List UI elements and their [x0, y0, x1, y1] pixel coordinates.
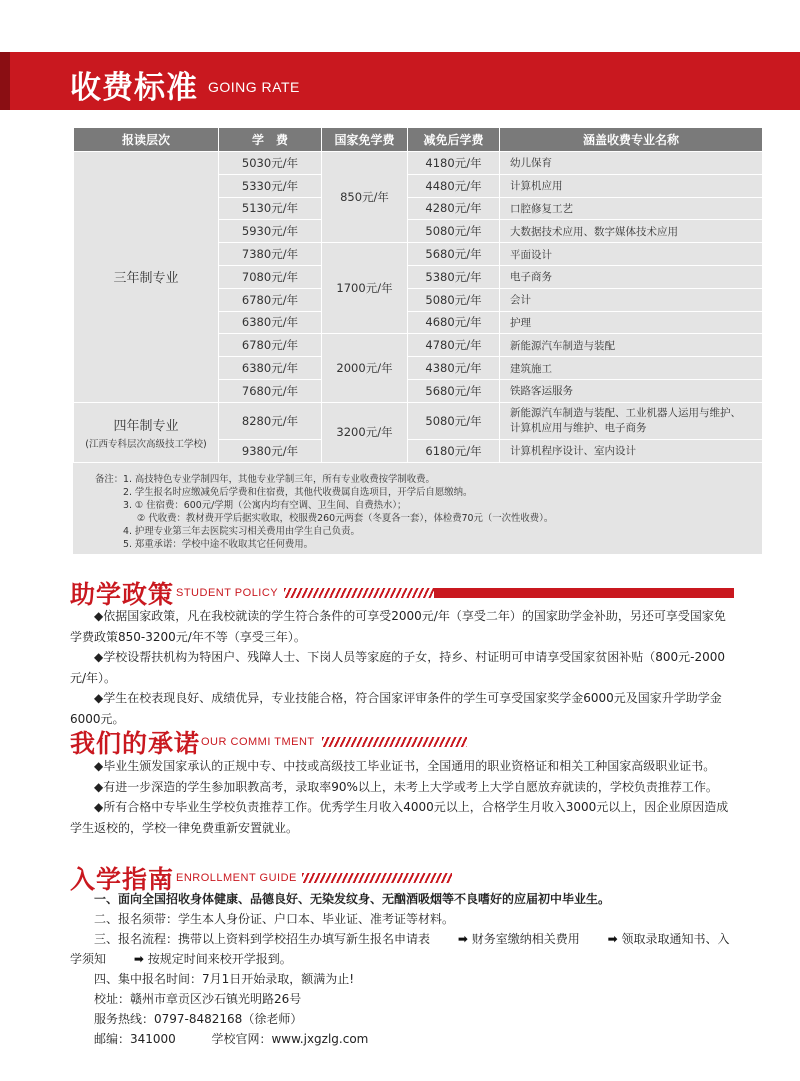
note-item: 4. 护理专业第三年去医院实习相关费用由学生自己负责。: [123, 526, 360, 537]
tuition-cell: 6380元/年: [219, 357, 322, 380]
major-cell: 新能源汽车制造与装配: [500, 334, 763, 357]
major-cell: 会计: [500, 288, 763, 311]
major-cell: 计算机应用: [500, 174, 763, 197]
after-waiver-cell: 4280元/年: [408, 197, 500, 220]
tuition-cell: 6780元/年: [219, 288, 322, 311]
tuition-cell: 7380元/年: [219, 243, 322, 266]
after-waiver-cell: 4680元/年: [408, 311, 500, 334]
major-cell: 计算机程序设计、室内设计: [500, 439, 763, 462]
guide-title: 入学指南: [70, 865, 175, 894]
decor-hatch: [322, 737, 467, 747]
commitment-section-header: [70, 724, 735, 758]
policy-paragraph: ◆学生在校表现良好、成绩优异，专业技能合格，符合国家评审条件的学生可享受国家奖学金6000元及国家升学助学金6000元。: [70, 691, 722, 726]
decor-hatch: [302, 873, 452, 883]
guide-item-2: 二、报名须带：学生本人身份证、户口本、毕业证、准考证等材料。: [94, 912, 455, 926]
column-header: 涵盖收费专业名称: [500, 128, 763, 152]
guide-subtitle: ENROLLMENT GUIDE: [176, 872, 297, 884]
level-four-year-note: (江西专科层次高级技工学校): [85, 438, 207, 450]
guide-item-1: 一、面向全国招收身体健康、品德良好、无染发纹身、无酗酒吸烟等不良嗜好的应届初中毕业生。: [94, 892, 611, 906]
arrow-right-icon: ➡: [457, 932, 468, 946]
major-line: 计算机应用与维护、电子商务: [510, 421, 647, 434]
tuition-cell: 5030元/年: [219, 152, 322, 175]
tuition-cell: 7080元/年: [219, 265, 322, 288]
tuition-cell: 5130元/年: [219, 197, 322, 220]
note-item: 1. 高技特色专业学制四年，其他专业学制三年，所有专业收费按学制收费。: [123, 474, 435, 485]
note-item: 3. ① 住宿费：600元/学期（公寓内均有空调、卫生间、自费热水）；: [123, 500, 407, 511]
tuition-cell: 6780元/年: [219, 334, 322, 357]
tuition-cell: 5330元/年: [219, 174, 322, 197]
after-waiver-cell: 4480元/年: [408, 174, 500, 197]
after-waiver-cell: 5380元/年: [408, 265, 500, 288]
major-cell: 铁路客运服务: [500, 379, 763, 402]
fee-table-panel: [73, 127, 762, 554]
after-waiver-cell: 5680元/年: [408, 243, 500, 266]
commitment-paragraph: ◆有进一步深造的学生参加职教高考，录取率90%以上，未考上大学或考上大学自愿放弃就读的，学校负责推荐工作。: [94, 779, 718, 794]
school-address: 校址：赣州市章贡区沙石镇光明路26号: [94, 992, 302, 1006]
waiver-cell: 850元/年: [322, 152, 408, 243]
major-cell: 口腔修复工艺: [500, 197, 763, 220]
postcode: 邮编：341000: [94, 1032, 176, 1046]
after-waiver-cell: 6180元/年: [408, 439, 500, 462]
school-website: 学校官网：www.jxgzlg.com: [211, 1032, 369, 1046]
commitment-paragraph: ◆毕业生颁发国家承认的正规中专、中技或高级技工毕业证书，全国通用的职业资格证和相关工种国家高级职业证书。: [94, 759, 716, 773]
policy-body: [70, 606, 735, 729]
waiver-cell: 2000元/年: [322, 334, 408, 402]
page-subtitle: GOING RATE: [208, 79, 300, 95]
note-item: ② 代收费：教材费开学后据实收取，校服费260元两套（冬夏各一套），体检费70元（一次性收费）。: [137, 513, 554, 524]
service-hotline: 服务热线：0797-8482168（徐老师）: [94, 1012, 303, 1026]
contact-line: [70, 1029, 735, 1049]
guide-step: 三、报名流程：携带以上资料到学校招生办填写新生报名申请表: [94, 932, 431, 946]
tuition-cell: 9380元/年: [219, 439, 322, 462]
column-header: 学 费: [219, 128, 322, 152]
tuition-cell: 7680元/年: [219, 379, 322, 402]
commitment-body: [70, 756, 735, 838]
notes-label: 备注：: [95, 474, 124, 485]
note-item: 5. 郑重承诺：学校中途不收取其它任何费用。: [123, 539, 314, 550]
policy-subtitle: STUDENT POLICY: [176, 587, 279, 599]
policy-title: 助学政策: [70, 580, 175, 609]
guide-step: 财务室缴纳相关费用: [471, 932, 580, 946]
guide-step: 领取录取通知书、入学须知: [70, 932, 730, 966]
column-header: 报读层次: [74, 128, 219, 152]
note-item: 2. 学生报名时应缴减免后学费和住宿费，其他代收费属自选项目，开学后自愿缴纳。: [123, 487, 473, 498]
fee-table: [73, 127, 763, 463]
major-cell: [500, 402, 763, 439]
waiver-cell: 1700元/年: [322, 243, 408, 334]
guide-item-3: [70, 929, 735, 969]
policy-section-header: [70, 575, 735, 609]
guide-section-header: [70, 860, 735, 894]
tuition-cell: 5930元/年: [219, 220, 322, 243]
commitment-paragraph: ◆所有合格中专毕业生学校负责推荐工作。优秀学生月收入4000元以上，合格学生月收入3000元以上，因企业原因造成学生返校的，学校一律免费重新安置就业。: [70, 800, 729, 835]
major-cell: 电子商务: [500, 265, 763, 288]
waiver-cell: 3200元/年: [322, 402, 408, 462]
major-cell: 护理: [500, 311, 763, 334]
major-cell: 大数据技术应用、数字媒体技术应用: [500, 220, 763, 243]
after-waiver-cell: 5680元/年: [408, 379, 500, 402]
arrow-right-icon: ➡: [133, 952, 144, 966]
after-waiver-cell: 5080元/年: [408, 288, 500, 311]
after-waiver-cell: 4780元/年: [408, 334, 500, 357]
fee-table-header: [74, 128, 763, 152]
policy-paragraph: ◆依据国家政策，凡在我校就读的学生符合条件的可享受2000元/年（享受二年）的国家助学金补助，另还可享受国家免学费政策850-3200元/年不等（享受三年）。: [70, 609, 726, 644]
guide-item-4: 四、集中报名时间：7月1日开始录取，额满为止!: [94, 972, 355, 986]
fee-notes: [95, 473, 553, 551]
major-cell: 建筑施工: [500, 357, 763, 380]
commitment-subtitle: OUR COMMI TMENT: [201, 736, 315, 748]
header-band-accent: [0, 52, 10, 110]
after-waiver-cell: 4180元/年: [408, 152, 500, 175]
decor-bar: [434, 588, 734, 598]
commitment-title: 我们的承诺: [70, 729, 201, 758]
tuition-cell: 6380元/年: [219, 311, 322, 334]
after-waiver-cell: 5080元/年: [408, 402, 500, 439]
page-title: 收费标准: [70, 70, 198, 106]
guide-body: [70, 889, 735, 1049]
major-cell: 幼儿保育: [500, 152, 763, 175]
guide-step: 按规定时间来校开学报到。: [147, 952, 292, 966]
column-header: 减免后学费: [408, 128, 500, 152]
after-waiver-cell: 5080元/年: [408, 220, 500, 243]
policy-paragraph: ◆学校设帮扶机构为特困户、残障人士、下岗人员等家庭的子女，持乡、村证明可申请享受国家贫困补贴（800元-2000元/年）。: [70, 650, 726, 685]
column-header: 国家免学费: [322, 128, 408, 152]
decor-hatch: [284, 588, 434, 598]
table-row: [74, 402, 763, 439]
level-three-year: 三年制专业: [74, 152, 219, 403]
level-four-year: [74, 402, 219, 462]
tuition-cell: 8280元/年: [219, 402, 322, 439]
arrow-right-icon: ➡: [607, 932, 618, 946]
major-line: 新能源汽车制造与装配、工业机器人运用与维护、: [510, 406, 741, 419]
after-waiver-cell: 4380元/年: [408, 357, 500, 380]
level-four-year-label: 四年制专业: [113, 418, 179, 434]
major-cell: 平面设计: [500, 243, 763, 266]
table-row: [74, 152, 763, 175]
